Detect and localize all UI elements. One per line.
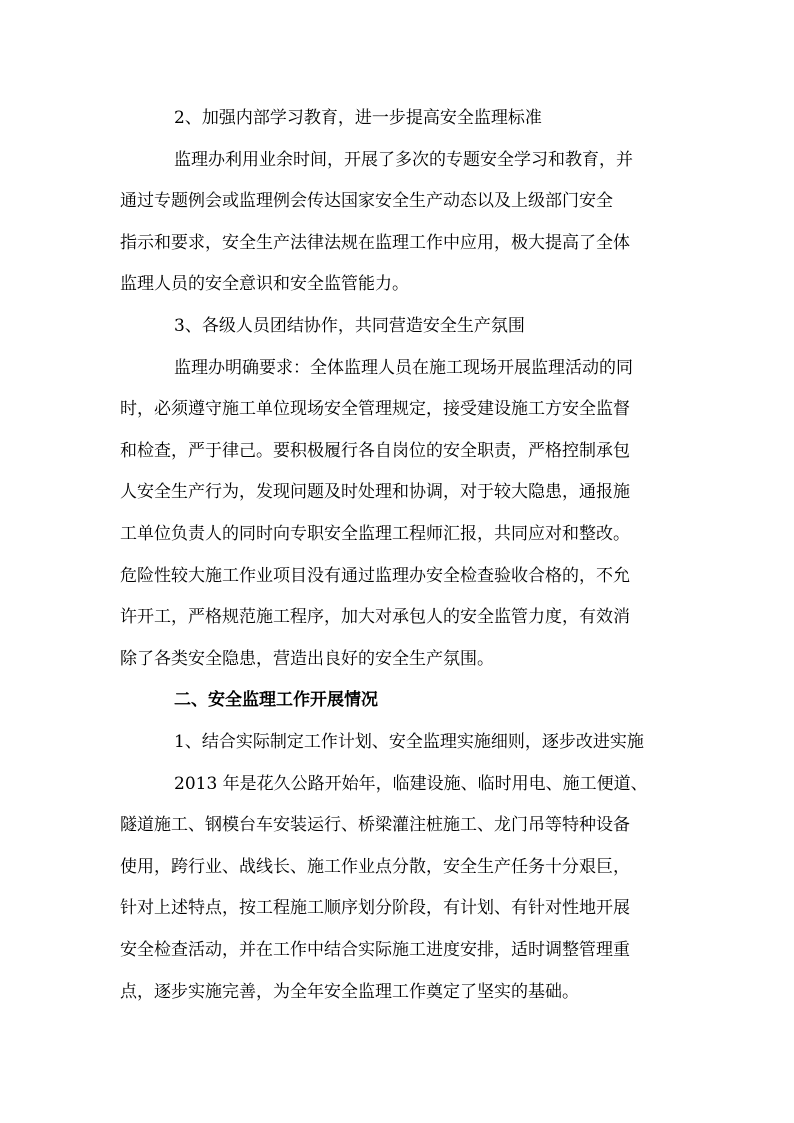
- paragraph-line: 除了各类安全隐患，营造出良好的安全生产氛围。: [120, 649, 494, 669]
- paragraph-line: 人安全生产行为，发现问题及时处理和协调，对于较大隐患，通报施: [120, 482, 630, 502]
- paragraph-line: 时，必须遵守施工单位现场安全管理规定，接受建设施工方安全监督: [120, 399, 630, 419]
- paragraph-line: 监理办利用业余时间，开展了多次的专题安全学习和教育，并: [174, 150, 633, 170]
- paragraph-line: 指示和要求，安全生产法律法规在监理工作中应用，极大提高了全体: [120, 233, 630, 253]
- paragraph-line: 安全检查活动，并在工作中结合实际施工进度安排，适时调整管理重: [120, 940, 630, 960]
- subheading-2: 2、加强内部学习教育，进一步提高安全监理标准: [174, 108, 542, 128]
- paragraph-line: 针对上述特点，按工程施工顺序划分阶段，有计划、有针对性地开展: [120, 898, 630, 918]
- paragraph-line: 通过专题例会或监理例会传达国家安全生产动态以及上级部门安全: [120, 191, 613, 211]
- paragraph-line: 隧道施工、钢模台车安装运行、桥梁灌注桩施工、龙门吊等特种设备: [120, 815, 630, 835]
- paragraph-line: 危险性较大施工作业项目没有通过监理办安全检查验收合格的，不允: [120, 566, 630, 586]
- paragraph-line: 和检查，严于律己。要积极履行各自岗位的安全职责，严格控制承包: [120, 441, 630, 461]
- paragraph-line: 使用，跨行业、战线长、施工作业点分散，安全生产任务十分艰巨，: [120, 857, 630, 877]
- paragraph-line: 2013 年是花久公路开始年，临建设施、临时用电、施工便道、: [174, 774, 648, 794]
- paragraph-line: 许开工，严格规范施工程序，加大对承包人的安全监管力度，有效消: [120, 607, 630, 627]
- section-2-title: 二、安全监理工作开展情况: [174, 690, 378, 710]
- paragraph-line: 监理人员的安全意识和安全监管能力。: [120, 274, 409, 294]
- paragraph-line: 监理办明确要求：全体监理人员在施工现场开展监理活动的同: [174, 358, 633, 378]
- paragraph-line: 工单位负责人的同时向专职安全监理工程师汇报，共同应对和整改。: [120, 524, 630, 544]
- paragraph-line: 点，逐步实施完善，为全年安全监理工作奠定了坚实的基础。: [120, 982, 579, 1002]
- subheading-3: 3、各级人员团结协作，共同营造安全生产氛围: [174, 316, 525, 336]
- subheading-s2-1: 1、结合实际制定工作计划、安全监理实施细则，逐步改进实施: [174, 732, 644, 752]
